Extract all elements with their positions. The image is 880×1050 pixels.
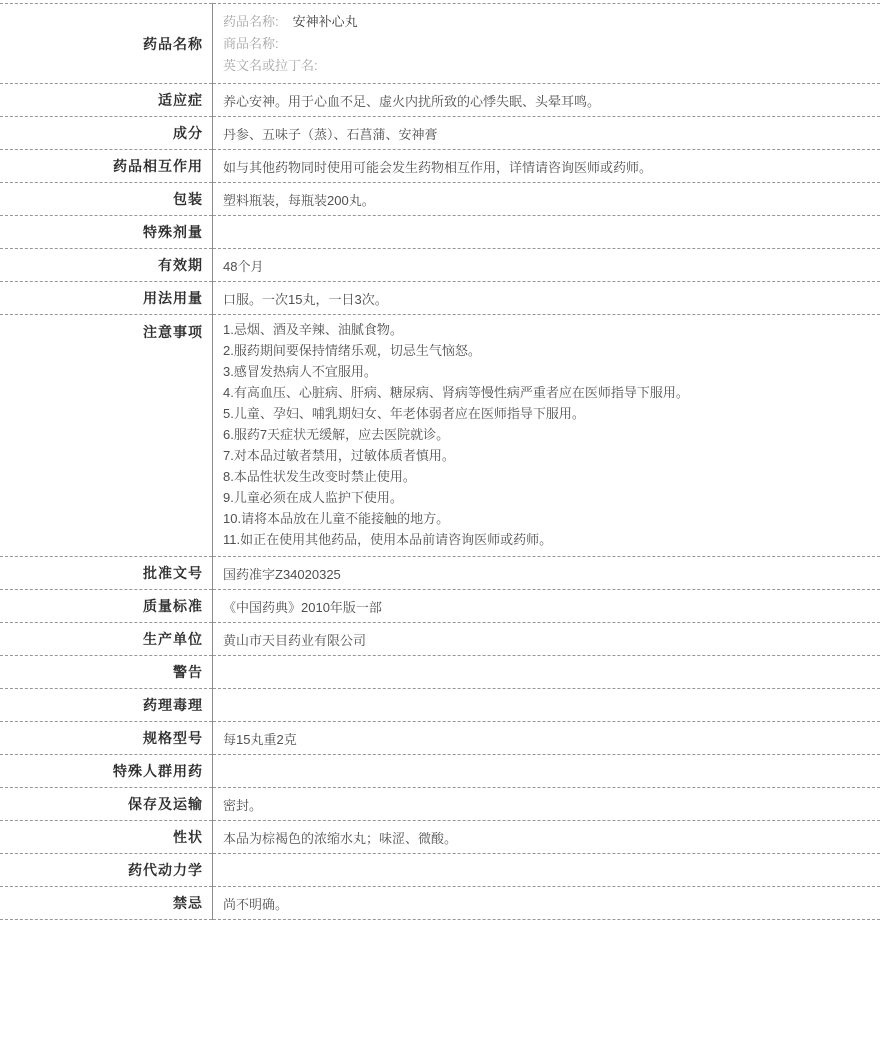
field-label-contraindications: 禁忌 bbox=[0, 887, 213, 920]
field-label-special-population: 特殊人群用药 bbox=[0, 755, 213, 788]
field-value-ingredients: 丹参、五味子（蒸）、石菖蒲、安神膏 bbox=[213, 117, 880, 150]
field-value-dosage-usage: 口服。一次15丸，一日3次。 bbox=[213, 282, 880, 315]
precaution-item: 11.如正在使用其他药品，使用本品前请咨询医师或药师。 bbox=[223, 532, 553, 547]
drug-name-value: 安神补心丸 bbox=[292, 13, 358, 29]
row-pharmacology-toxicology bbox=[0, 689, 880, 722]
field-value-quality-standard: 《中国药典》2010年版一部 bbox=[213, 590, 880, 623]
field-value-approval-number: 国药准字Z34020325 bbox=[213, 557, 880, 590]
drug-info-table bbox=[0, 3, 880, 920]
precaution-item: 5.儿童、孕妇、哺乳期妇女、年老体弱者应在医师指导下服用。 bbox=[223, 406, 585, 421]
precaution-item: 9.儿童必须在成人监护下使用。 bbox=[223, 490, 403, 505]
field-label-specification: 规格型号 bbox=[0, 722, 213, 755]
field-label-manufacturer: 生产单位 bbox=[0, 623, 213, 656]
row-pharmacokinetics bbox=[0, 854, 880, 887]
drug-name-line bbox=[223, 11, 870, 33]
field-value-contraindications: 尚不明确。 bbox=[213, 887, 880, 920]
field-label-quality-standard: 质量标准 bbox=[0, 590, 213, 623]
field-label-drug-name: 药品名称 bbox=[0, 4, 213, 84]
row-ingredients bbox=[0, 117, 880, 150]
field-label-indications: 适应症 bbox=[0, 84, 213, 117]
row-storage-transport bbox=[0, 788, 880, 821]
field-label-dosage-usage: 用法用量 bbox=[0, 282, 213, 315]
precaution-item: 4.有高血压、心脏病、肝病、糖尿病、肾病等慢性病严重者应在医师指导下服用。 bbox=[223, 385, 689, 400]
field-value-specification: 每15丸重2克 bbox=[213, 722, 880, 755]
row-precautions bbox=[0, 315, 880, 557]
row-special-dosage bbox=[0, 216, 880, 249]
field-value-drug-name bbox=[213, 4, 880, 84]
row-indications bbox=[0, 84, 880, 117]
field-label-properties: 性状 bbox=[0, 821, 213, 854]
field-value-properties: 本品为棕褐色的浓缩水丸；味涩、微酸。 bbox=[213, 821, 880, 854]
field-value-packaging: 塑料瓶装，每瓶装200丸。 bbox=[213, 183, 880, 216]
field-value-manufacturer: 黄山市天目药业有限公司 bbox=[213, 623, 880, 656]
row-shelf-life bbox=[0, 249, 880, 282]
field-value-pharmacology-toxicology bbox=[213, 689, 880, 722]
row-approval-number bbox=[0, 557, 880, 590]
row-specification bbox=[0, 722, 880, 755]
field-value-storage-transport: 密封。 bbox=[213, 788, 880, 821]
trade-name-prefix: 商品名称: bbox=[223, 35, 279, 51]
row-packaging bbox=[0, 183, 880, 216]
row-dosage-usage bbox=[0, 282, 880, 315]
field-label-precautions: 注意事项 bbox=[0, 315, 213, 557]
field-value-special-population bbox=[213, 755, 880, 788]
field-value-shelf-life: 48个月 bbox=[213, 249, 880, 282]
row-quality-standard bbox=[0, 590, 880, 623]
precaution-item: 7.对本品过敏者禁用，过敏体质者慎用。 bbox=[223, 448, 455, 463]
row-contraindications bbox=[0, 887, 880, 920]
precaution-item: 8.本品性状发生改变时禁止使用。 bbox=[223, 469, 416, 484]
field-label-ingredients: 成分 bbox=[0, 117, 213, 150]
row-drug-name bbox=[0, 4, 880, 84]
english-name-line bbox=[223, 55, 870, 77]
field-label-warning: 警告 bbox=[0, 656, 213, 689]
english-name-prefix: 英文名或拉丁名: bbox=[223, 57, 318, 73]
field-value-precautions bbox=[213, 315, 880, 557]
precaution-item: 10.请将本品放在儿童不能接触的地方。 bbox=[223, 511, 450, 526]
row-warning bbox=[0, 656, 880, 689]
row-special-population bbox=[0, 755, 880, 788]
trade-name-line bbox=[223, 33, 870, 55]
field-label-packaging: 包装 bbox=[0, 183, 213, 216]
field-value-indications: 养心安神。用于心血不足、虚火内扰所致的心悸失眠、头晕耳鸣。 bbox=[213, 84, 880, 117]
precaution-item: 2.服药期间要保持情绪乐观，切忌生气恼怒。 bbox=[223, 343, 481, 358]
field-label-pharmacokinetics: 药代动力学 bbox=[0, 854, 213, 887]
field-value-pharmacokinetics bbox=[213, 854, 880, 887]
field-label-drug-interactions: 药品相互作用 bbox=[0, 150, 213, 183]
precaution-item: 1.忌烟、酒及辛辣、油腻食物。 bbox=[223, 322, 403, 337]
precaution-item: 6.服药7天症状无缓解，应去医院就诊。 bbox=[223, 427, 450, 442]
field-value-drug-interactions: 如与其他药物同时使用可能会发生药物相互作用，详情请咨询医师或药师。 bbox=[213, 150, 880, 183]
field-value-warning bbox=[213, 656, 880, 689]
row-manufacturer bbox=[0, 623, 880, 656]
field-label-approval-number: 批准文号 bbox=[0, 557, 213, 590]
field-label-pharmacology-toxicology: 药理毒理 bbox=[0, 689, 213, 722]
row-drug-interactions bbox=[0, 150, 880, 183]
field-label-storage-transport: 保存及运输 bbox=[0, 788, 213, 821]
field-value-special-dosage bbox=[213, 216, 880, 249]
precaution-item: 3.感冒发热病人不宜服用。 bbox=[223, 364, 377, 379]
field-label-special-dosage: 特殊剂量 bbox=[0, 216, 213, 249]
row-properties bbox=[0, 821, 880, 854]
drug-name-prefix: 药品名称: bbox=[223, 13, 279, 29]
field-label-shelf-life: 有效期 bbox=[0, 249, 213, 282]
